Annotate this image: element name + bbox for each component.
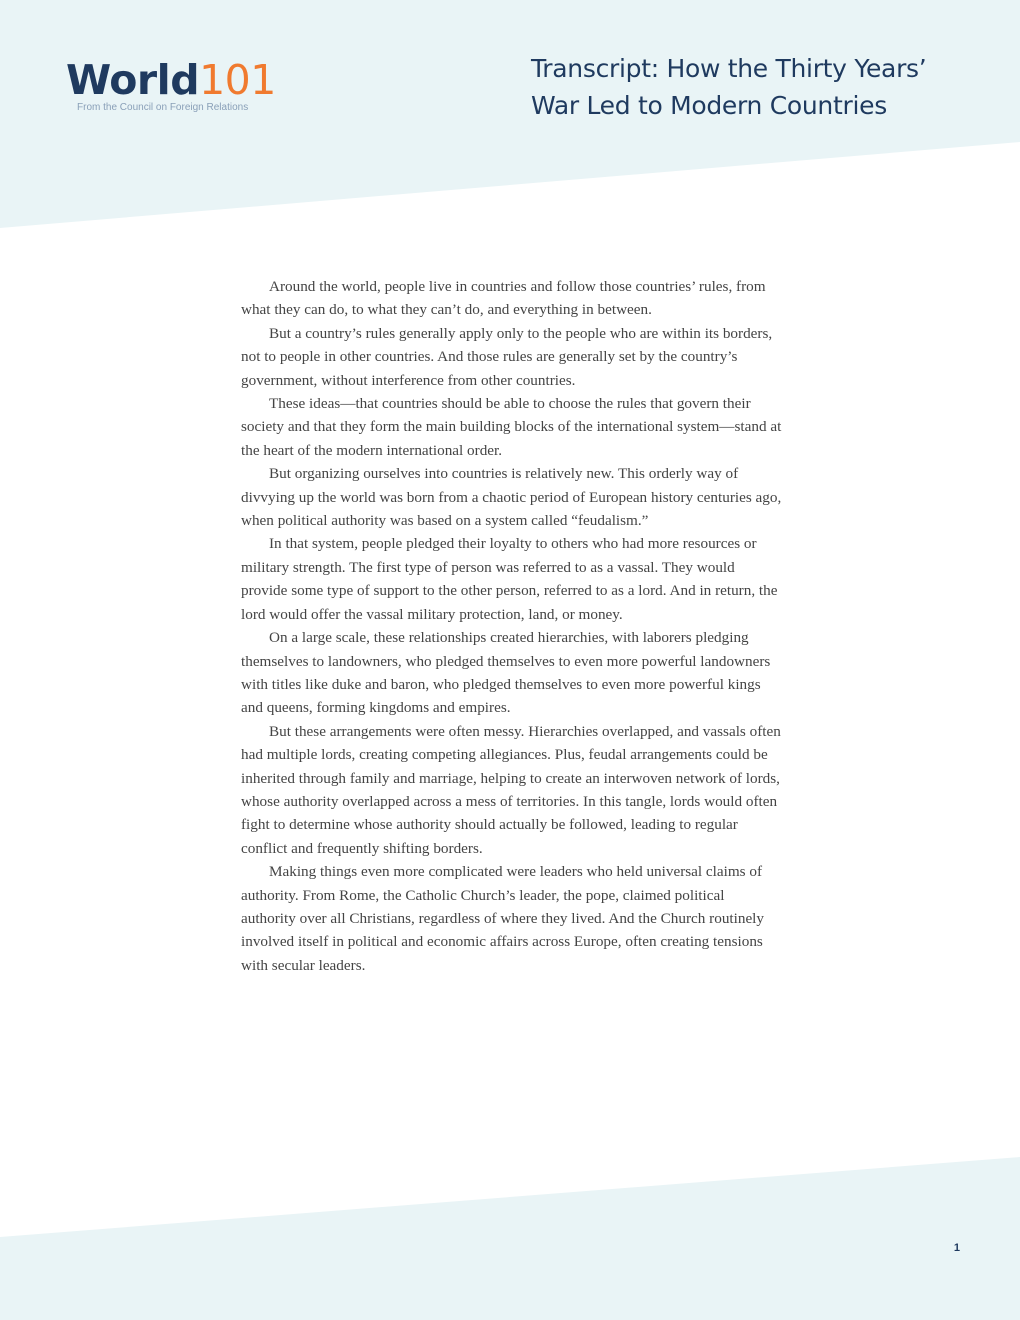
paragraph: In that system, people pledged their loyalty to others who had more resources or military strength. The first type of person was referred to as a vassal. They would provide some type of support to the other person, referred to as a lord. And in return, the lord would offer the vassal military protection, land, or money. [241,535,778,623]
paragraph: But a country’s rules generally apply only to the people who are within its borders, not to people in other countries. And those rules are generally set by the country’s government, without interference from other countries. [241,324,773,389]
document-title [531,50,971,124]
world101-logo [66,58,286,113]
page-number: 1 [953,1242,960,1254]
paragraph: On a large scale, these relationships created hierarchies, with laborers pledging themselves to landowners, who pledged themselves to even more powerful landowners with titles like duke and baron, who pledged themselves to even more powerful kings and queens, forming kingdoms and empires. [241,629,771,717]
paragraph: But these arrangements were often messy. Hierarchies overlapped, and vassals often had multiple lords, creating competing allegiances. Plus, feudal arrangements could be inherited through family and marriage, helping to create an interwoven network of lords, whose authority overlapped across a mess of territories. In this tangle, lords would often fight to determine whose authority should actually be followed, leading to regular conflict and frequently shifting borders. [241,722,781,857]
footer-band [0,1157,1020,1320]
paragraph: But organizing ourselves into countries is relatively new. This orderly way of divvying up the world was born from a chaotic period of European history centuries ago, when political authority was based on a system called “feudalism.” [241,465,782,530]
title-line-2: War Led to Modern Countries [531,91,887,120]
logo-number: 101 [199,56,276,104]
paragraph: Making things even more complicated were leaders who held universal claims of authority. From Rome, the Catholic Church’s leader, the pope, claimed political authority over all Christians, regardless of where they lived. And the Church routinely involved itself in political and economic affairs across Europe, often creating tensions with secular leaders. [241,863,764,974]
transcript-body [241,275,783,977]
paragraph: These ideas—that countries should be able to choose the rules that govern their society and that they form the main building blocks of the international system—stand at the heart of the modern international order. [241,395,782,459]
logo-wordmark [66,58,286,102]
logo-word: World [66,56,200,104]
title-line-1: Transcript: How the Thirty Years’ [531,54,927,83]
logo-tagline: From the Council on Foreign Relations [77,102,249,113]
paragraph: Around the world, people live in countries and follow those countries’ rules, from what they can do, to what they can’t do, and everything in between. [241,278,766,319]
